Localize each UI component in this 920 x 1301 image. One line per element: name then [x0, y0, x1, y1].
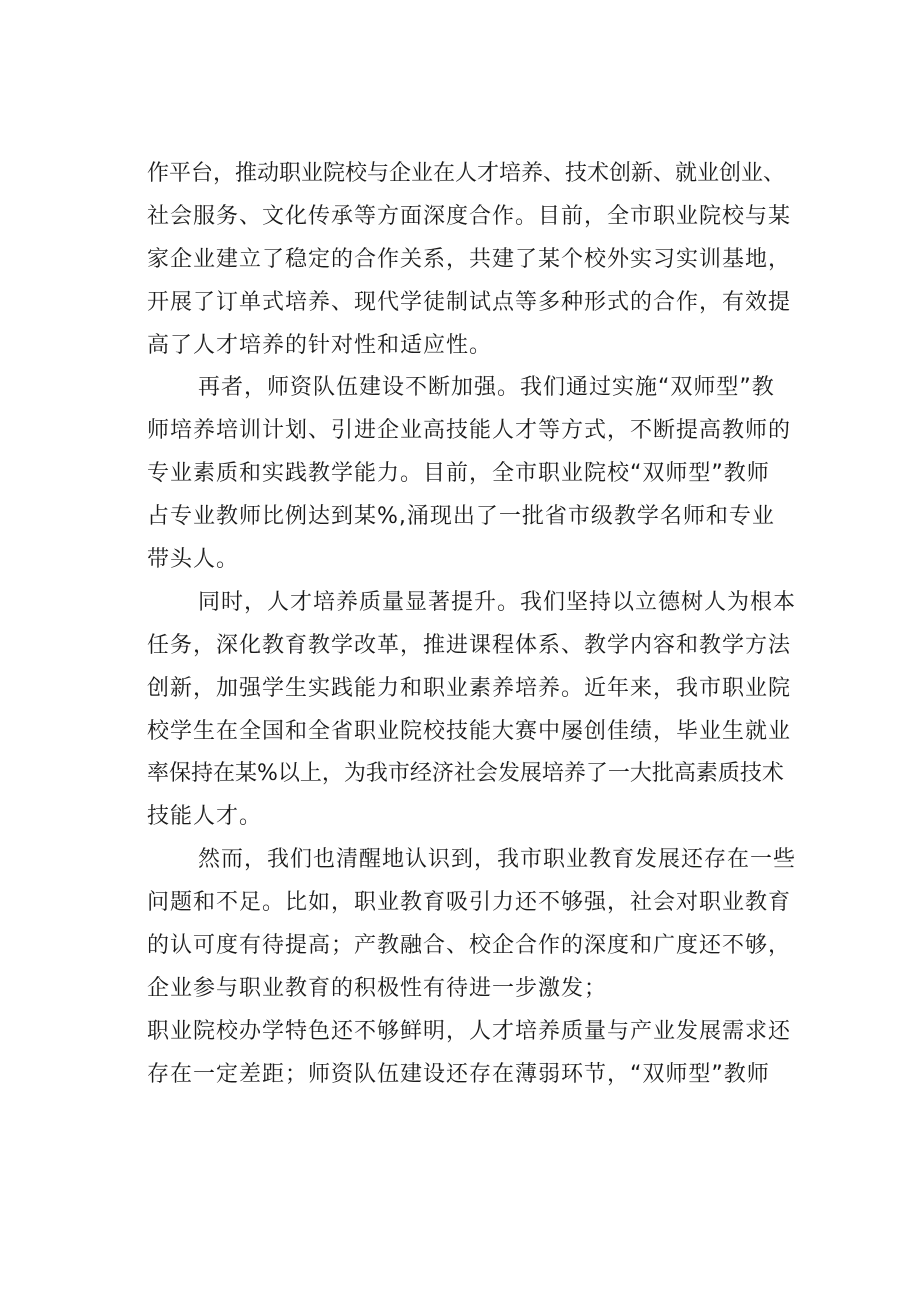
paragraph-1-line-3: 家企业建立了稳定的合作关系，共建了某个校外实习实训基地， — [147, 246, 792, 272]
paragraph-3-line-2: 任务，深化教育教学改革，推进课程体系、教学内容和教学方法 — [147, 632, 792, 658]
paragraph-4-line-4: 企业参与职业教育的积极性有待进一步激发； — [147, 975, 608, 1001]
paragraph-1-line-2: 社会服务、文化传承等方面深度合作。目前，全市职业院校与某 — [147, 203, 792, 229]
paragraph-1-line-5: 高了人才培养的针对性和适应性。 — [147, 332, 493, 358]
paragraph-3-line-1: 同时，人才培养质量显著提升。我们坚持以立德树人为根本 — [198, 589, 797, 615]
paragraph-3-line-4: 校学生在全国和全省职业院校技能大赛中屡创佳绩，毕业生就业 — [147, 718, 792, 744]
paragraph-2-line-5: 带头人。 — [147, 547, 240, 573]
paragraph-2-line-4: 占专业教师比例达到某%,涌现出了一批省市级教学名师和专业 — [147, 504, 775, 530]
paragraph-4-line-2: 问题和不足。比如，职业教育吸引力还不够强，社会对职业教育 — [147, 890, 792, 916]
paragraph-4-line-6: 存在一定差距；师资队伍建设还存在薄弱环节，“双师型”教师 — [147, 1061, 770, 1087]
document-body — [147, 153, 807, 1097]
paragraph-2-line-1: 再者，师资队伍建设不断加强。我们通过实施“双师型”教 — [198, 375, 775, 401]
paragraph-3-line-5: 率保持在某%以上，为我市经济社会发展培养了一大批高素质技术 — [147, 761, 784, 787]
paragraph-3-line-6: 技能人才。 — [147, 804, 263, 830]
paragraph-4-line-5: 职业院校办学特色还不够鲜明，人才培养质量与产业发展需求还 — [147, 1018, 792, 1044]
paragraph-3-line-3: 创新，加强学生实践能力和职业素养培养。近年来，我市职业院 — [147, 675, 792, 701]
paragraph-4-line-1: 然而，我们也清醒地认识到，我市职业教育发展还存在一些 — [198, 847, 797, 873]
paragraph-1 — [147, 153, 807, 367]
paragraph-3 — [147, 582, 807, 839]
paragraph-2-line-3: 专业素质和实践教学能力。目前，全市职业院校“双师型”教师 — [147, 461, 770, 487]
paragraph-1-line-4: 开展了订单式培养、现代学徒制试点等多种形式的合作，有效提 — [147, 289, 792, 315]
paragraph-2 — [147, 367, 807, 581]
paragraph-1-line-1: 作平台，推动职业院校与企业在人才培养、技术创新、就业创业、 — [147, 161, 786, 186]
paragraph-4-line-3: 的认可度有待提高；产教融合、校企合作的深度和广度还不够， — [147, 933, 792, 959]
paragraph-4 — [147, 839, 807, 1096]
paragraph-2-line-2: 师培养培训计划、引进企业高技能人才等方式，不断提高教师的 — [147, 418, 792, 444]
